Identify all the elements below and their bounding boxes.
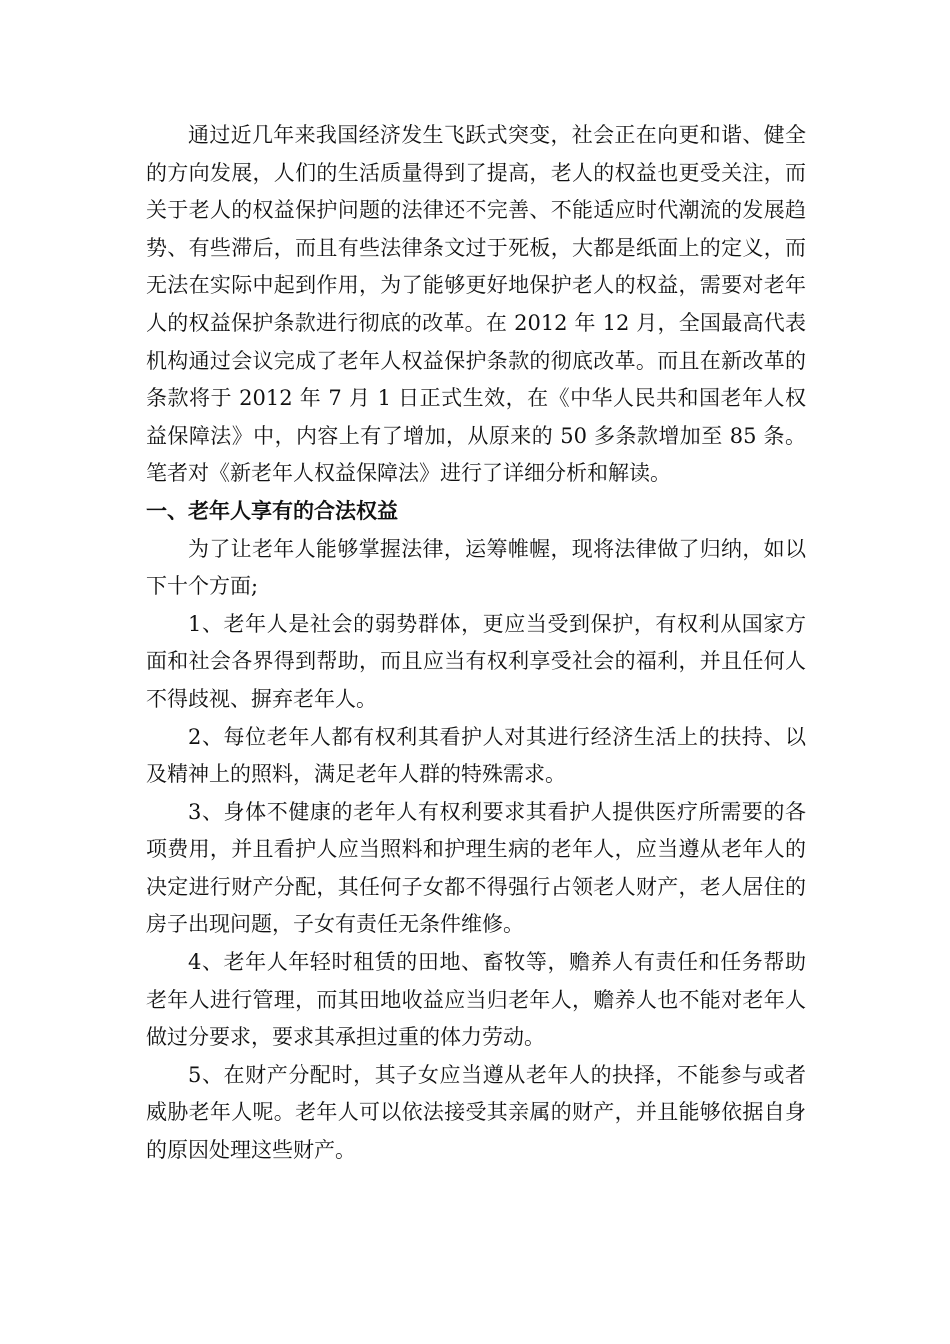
section-intro-paragraph: 为了让老年人能够掌握法律，运筹帷幄，现将法律做了归纳，如以下十个方面; bbox=[146, 536, 806, 599]
list-item: 2、每位老年人都有权利其看护人对其进行经济生活上的扶持、以及精神上的照料，满足老年人群的特殊需求。 bbox=[146, 724, 806, 787]
list-item: 5、在财产分配时，其子女应当遵从老年人的抉择，不能参与或者威胁老年人呢。老年人可以依法接受其亲属的财产，并且能够依据自身的原因处理这些财产。 bbox=[146, 1062, 806, 1163]
list-item: 4、老年人年轻时租赁的田地、畜牧等，赡养人有责任和任务帮助老年人进行管理，而其田地收益应当归老年人，赡养人也不能对老年人做过分要求，要求其承担过重的体力劳动。 bbox=[146, 950, 806, 1050]
intro-paragraph: 通过近几年来我国经济发生飞跃式突变，社会正在向更和谐、健全的方向发展，人们的生活质量得到了提高，老人的权益也更受关注，而关于老人的权益保护问题的法律还不完善、不能适应时代潮流的发展趋势、有些滞后，而且有些法律条文过于死板，大都是纸面上的定义，而无法在实际中起到作用，为了能够更好地保护老人的权益，需要对老年人的权益保护条款进行彻底的改革。在 2012 年 12 月，全国最高代表机构通过会议完成了老年人权益保护条款的彻底改革。而且在新改革的条款将于 2012 年 7 月 1 日正式生效，在《中华人民共和国老年人权益保障法》中，内容上有了增加，从原来的 50 多条款增加至 85 条。笔者对《新老年人权益保障法》进行了详细分析和解读。 bbox=[146, 123, 806, 486]
list-item: 3、身体不健康的老年人有权利要求其看护人提供医疗所需要的各项费用，并且看护人应当照料和护理生病的老年人，应当遵从老年人的决定进行财产分配，其任何子女都不得强行占领老人财产，老人居住的房子出现问题，子女有责任无条件维修。 bbox=[146, 799, 806, 937]
list-item: 1、老年人是社会的弱势群体，更应当受到保护，有权利从国家方面和社会各界得到帮助，而且应当有权利享受社会的福利，并且任何人不得歧视、摒弃老年人。 bbox=[146, 611, 806, 711]
document-body bbox=[146, 117, 806, 1170]
section-heading: 一、老年人享有的合法权益 bbox=[146, 498, 398, 523]
